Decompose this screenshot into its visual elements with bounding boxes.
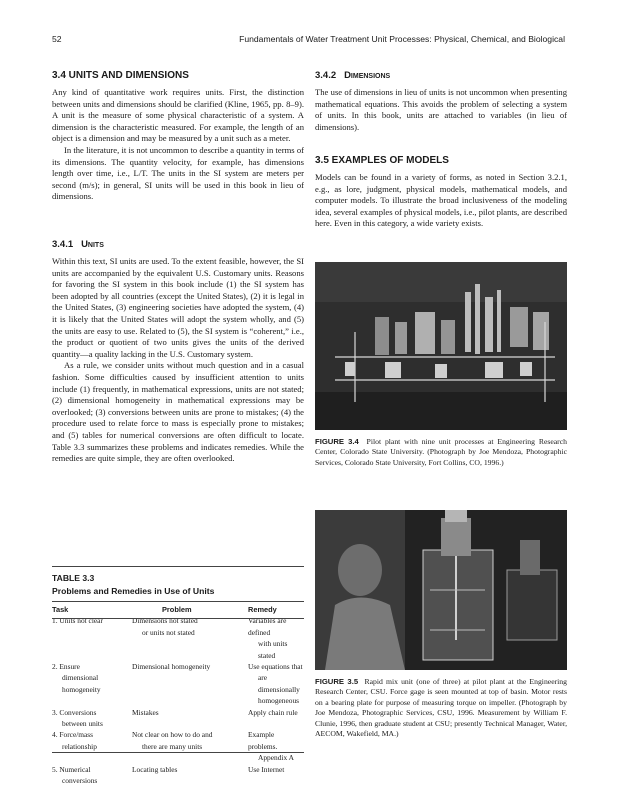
table-header-task: Task <box>52 605 69 614</box>
table-cell-problem <box>132 615 240 661</box>
figure-3-5-photo <box>315 510 567 670</box>
table-row <box>52 661 304 707</box>
table-cell-line: 2. Ensure <box>52 662 80 672</box>
table-cell-line: homogeneity <box>62 684 101 694</box>
table-cell-line: there are many units <box>142 741 203 751</box>
table-cell-line: 3. Conversions <box>52 707 97 717</box>
section-3-4-1-title: Units <box>81 239 104 250</box>
table-row <box>52 615 304 661</box>
section-3-4-1-heading <box>52 239 104 250</box>
table-bottom-rule <box>52 752 304 753</box>
table-cell-remedy <box>240 661 304 707</box>
figure-3-5-caption <box>315 677 567 739</box>
table-cell-line: Dimensional homogeneity <box>132 662 211 672</box>
table-cell-line: Apply chain rule <box>248 707 298 717</box>
table-cell-remedy <box>240 707 304 730</box>
table-cell-task <box>52 615 132 661</box>
section-3-5-heading: 3.5 EXAMPLES OF MODELS <box>315 155 449 166</box>
table-cell-task <box>52 729 132 763</box>
table-cell-line: or units not stated <box>142 627 195 637</box>
table-cell-line: Use Internet <box>248 764 285 774</box>
section-3-4-2-heading <box>315 70 390 81</box>
table-top-rule <box>52 566 304 567</box>
section-3-4-1-paragraph-1: Within this text, SI units are used. To the extent feasible, however, the SI units are accompanied by the equivalent U.S. Customary units. Reasons for favoring the SI system in this book include (1) the SI system has been adopted by all countries (except the United States), (2) it is legal in the United States, (3) engineering societies have adopted the system, (4) it is likely that the United States will adopt the system wholly, and (5) the units are easy to use. Related to (5), the SI system is “coherent,” i.e., the product or quotient of two units gives the units of the derived quantity—a quality lacking in the U.S. Customary system. <box>52 256 304 359</box>
table-cell-line: conversions <box>62 776 98 786</box>
running-title: Fundamentals of Water Treatment Unit Processes: Physical, Chemical, and Biological <box>239 34 565 44</box>
table-cell-line: Locating tables <box>132 764 178 774</box>
table-cell-line: homogeneous <box>258 696 300 706</box>
section-3-4-1-paragraph-2: As a rule, we consider units without much question and in a casual fashion. Some difficulties caused by insufficient attention to units include (1) frequently, in mathematical expressions, units are not stated; (2) dimensional homogeneity in mathematical expressions may be overlooked; (3) conversions between units are prone to mistakes; (4) the procedure used to relate force to mass is especially prone to mistakes; and (5) tables for numerical conversions are often difficult to locate. Table 3.3 summarizes these problems and indicates remedies. While the remedies are quite simple, they are often overlooked. <box>52 360 304 464</box>
table-cell-remedy <box>240 729 304 763</box>
table-cell-task <box>52 707 132 730</box>
table-cell-line: Variables are defined <box>248 616 287 637</box>
table-row <box>52 729 304 763</box>
table-cell-line: Mistakes <box>132 707 159 717</box>
figure-3-5-label: FIGURE 3.5 <box>315 677 359 686</box>
table-cell-line: Not clear on how to do and <box>132 730 213 740</box>
table-header-remedy: Remedy <box>248 605 277 614</box>
section-3-5-text <box>315 172 567 230</box>
table-label: TABLE 3.3 <box>52 573 95 583</box>
table-cell-problem <box>132 764 240 787</box>
table-cell-problem <box>132 661 240 707</box>
table-row <box>52 764 304 787</box>
table-cell-problem <box>132 707 240 730</box>
table-cell-line: 5. Numerical <box>52 764 91 774</box>
page-number: 52 <box>52 34 62 44</box>
section-3-4-1-number: 3.4.1 <box>52 239 74 250</box>
section-3-4-2-title: Dimensions <box>344 70 391 81</box>
units-problems-table <box>52 604 304 787</box>
table-cell-task <box>52 661 132 707</box>
table-cell-line: with units stated <box>258 639 288 660</box>
table-header-row <box>52 604 304 615</box>
section-3-4-2-text <box>315 87 567 133</box>
section-3-4-1-text <box>52 256 304 465</box>
section-3-4-2-number: 3.4.2 <box>315 70 337 81</box>
table-header-rule <box>52 618 304 619</box>
table-cell-line: Use equations that <box>248 662 303 672</box>
section-3-4-text <box>52 87 304 203</box>
figure-3-4-caption-text: Pilot plant with nine unit processes at Engineering Research Center, Colorado State University. (Photograph by Joe Mendoza, Photographic Services, Colorado State University, Fort Collins, CO, 1996.) <box>315 437 567 467</box>
table-cell-task <box>52 764 132 787</box>
table-cell-line: between units <box>62 719 103 729</box>
table-row <box>52 707 304 730</box>
table-cell-line: dimensional <box>62 673 99 683</box>
table-cell-line: are dimensionally <box>258 673 300 694</box>
section-3-4-paragraph-1: Any kind of quantitative work requires units. First, the distinction between units and dimensions should be clarified (Kline, 1965, pp. 8–9). A unit is the measure of some physical characteristic of a system. A dimension is the characteristic measured. For example, the length of an object is a dimension and may be measured by a unit such as a meter. <box>52 87 304 144</box>
section-3-4-paragraph-2: In the literature, it is not uncommon to describe a quantity in terms of its dimensions. The quantity velocity, for example, has dimensions length over time, i.e., L/T. The units in the SI system are meters per second (m/s); in general, SI units will be used in this book in lieu of dimensions. <box>52 144 304 202</box>
section-3-5-paragraph: Models can be found in a variety of forms, as noted in Section 3.2.1, e.g., as lore, judgment, physical models, mathematical models, and computer models. To illustrate the broad inclusiveness of the modeling idea, several examples of physical models, i.e., pilot plants, are described here. Even in this category, a wide variety exists. <box>315 172 568 229</box>
figure-3-4-photo <box>315 262 567 430</box>
table-cell-line: Dimensions not stated <box>132 616 198 626</box>
table-cell-remedy <box>240 615 304 661</box>
table-cell-line: 4. Force/mass <box>52 730 94 740</box>
figure-3-4-label: FIGURE 3.4 <box>315 437 359 446</box>
table-title: Problems and Remedies in Use of Units <box>52 586 215 596</box>
table-cell-problem <box>132 729 240 763</box>
table-title-rule <box>52 601 304 602</box>
figure-3-4-caption <box>315 437 567 468</box>
figure-3-5-caption-text: Rapid mix unit (one of three) at pilot plant at the Engineering Research Center, CSU. Force gage is seen mounted at top of basin. Motor rests on a bearing plate for purpose of measuring torque on impeller. (Photograph by Joe Mendoza, Photographic Services, CSU, 1996. Measurement by William F. Clunie, 1996, then graduate student at CSU; presently Technical Manager, Water, AECOM, Wakefield, MA.) <box>315 677 567 739</box>
table-cell-remedy <box>240 764 304 787</box>
table-header-problem: Problem <box>162 605 192 614</box>
table-cell-line: Example problems. <box>248 730 278 751</box>
section-3-4-heading: 3.4 UNITS AND DIMENSIONS <box>52 70 189 81</box>
section-3-4-2-paragraph: The use of dimensions in lieu of units is not uncommon when presenting mathematical equations. This avoids the problem of selecting a system of units. In this book, units are attached to variables (in lieu of dimensions). <box>315 87 567 132</box>
table-cell-line: 1. Units not clear <box>52 616 103 626</box>
table-cell-line: Appendix A <box>258 753 294 763</box>
table-cell-line: relationship <box>62 741 97 751</box>
